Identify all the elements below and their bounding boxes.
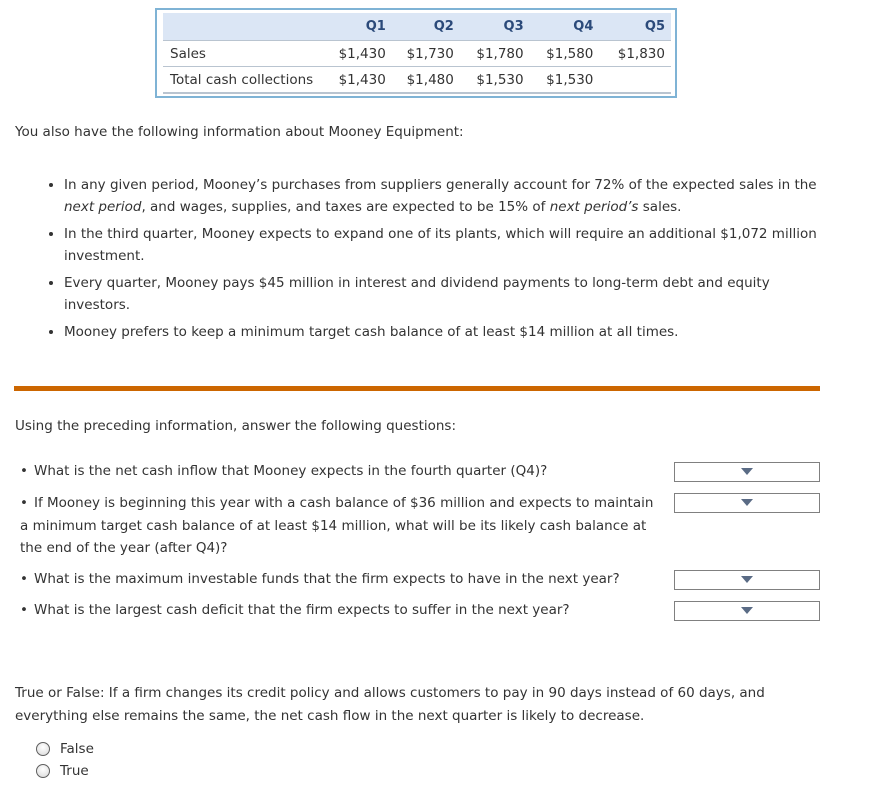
fact-min-balance: • Mooney prefers to keep a minimum target cash balance of at least $14 million at all times. [64, 321, 834, 343]
question-text: What is the largest cash deficit that the firm expects to suffer in the next year? [33, 602, 570, 618]
header-q3: Q3 [460, 13, 530, 41]
answer-dropdown-largest-cash-deficit[interactable] [674, 601, 820, 621]
question-text: What is the maximum investable funds that the firm expects to have in the next year? [33, 571, 620, 587]
header-q5: Q5 [599, 13, 671, 41]
header-q4: Q4 [530, 13, 600, 41]
question-max-investable-funds [20, 568, 665, 591]
table-row [163, 41, 671, 67]
question-text: If Mooney is beginning this year with a cash balance of $36 million and expects to maintain a minimum target cash balance of at least $14 million, what will be its likely cash balance at the end of the year (after Q4)? [20, 495, 654, 556]
bullet-dot: • [20, 463, 28, 479]
header-q1: Q1 [332, 13, 392, 41]
bullet-dot: • [20, 571, 28, 587]
table-cell: $1,730 [392, 41, 460, 67]
fact-text: sales. [638, 199, 682, 215]
caret-down-icon [741, 499, 753, 506]
question-ending-cash-balance [20, 492, 665, 560]
question-largest-cash-deficit [20, 599, 665, 622]
cash-table [163, 13, 671, 94]
row-label: Total cash collections [163, 67, 332, 94]
fact-text: , and wages, supplies, and taxes are expected to be 15% of [141, 199, 550, 215]
table-cell [599, 67, 671, 94]
fact-interest: • Every quarter, Mooney pays $45 million in interest and dividend payments to long-term debt and equity investors. [64, 272, 834, 316]
table-cell: $1,530 [460, 67, 530, 94]
header-blank [163, 13, 332, 41]
table-cell: $1,430 [332, 67, 392, 94]
fact-purchases [64, 174, 834, 218]
instructions-text: Using the preceding information, answer the following questions: [15, 418, 457, 434]
table-header-row [163, 13, 671, 41]
facts-list [38, 174, 834, 348]
table-cell: $1,430 [332, 41, 392, 67]
table-cell: $1,530 [530, 67, 600, 94]
caret-down-icon [741, 468, 753, 475]
table-cell: $1,580 [530, 41, 600, 67]
radio-label-false: False [60, 741, 94, 757]
fact-text: In any given period, Mooney’s purchases from suppliers generally account for 72% of the expected sales in the [64, 177, 817, 193]
cash-table-container [155, 8, 677, 98]
table-cell: $1,780 [460, 41, 530, 67]
radio-label-true: True [60, 763, 89, 779]
table-row [163, 67, 671, 94]
section-divider [14, 386, 820, 391]
question-q4-net-inflow [20, 460, 665, 483]
header-q2: Q2 [392, 13, 460, 41]
row-label: Sales [163, 41, 332, 67]
question-text: What is the net cash inflow that Mooney expects in the fourth quarter (Q4)? [33, 463, 548, 479]
radio-option-false[interactable] [36, 740, 94, 758]
radio-button-true[interactable] [36, 764, 50, 778]
fact-expansion: • In the third quarter, Mooney expects to expand one of its plants, which will require an additional $1,072 million investment. [64, 223, 834, 267]
answer-dropdown-max-investable-funds[interactable] [674, 570, 820, 590]
table-cell: $1,830 [599, 41, 671, 67]
bullet-dot: • [20, 602, 28, 618]
answer-dropdown-ending-cash-balance[interactable] [674, 493, 820, 513]
answer-dropdown-q4-net-inflow[interactable] [674, 462, 820, 482]
fact-emphasis: next period [64, 199, 142, 215]
radio-button-false[interactable] [36, 742, 50, 756]
caret-down-icon [741, 576, 753, 583]
true-false-prompt: True or False: If a firm changes its credit policy and allows customers to pay in 90 days instead of 60 days, and everything else remains the same, the net cash flow in the next quarter is likely to decrease. [15, 685, 765, 724]
bullet-dot: • [20, 495, 28, 511]
radio-option-true[interactable] [36, 762, 89, 780]
fact-emphasis: next period’s [549, 199, 639, 215]
caret-down-icon [741, 607, 753, 614]
intro-text: You also have the following information about Mooney Equipment: [15, 124, 464, 140]
table-cell: $1,480 [392, 67, 460, 94]
